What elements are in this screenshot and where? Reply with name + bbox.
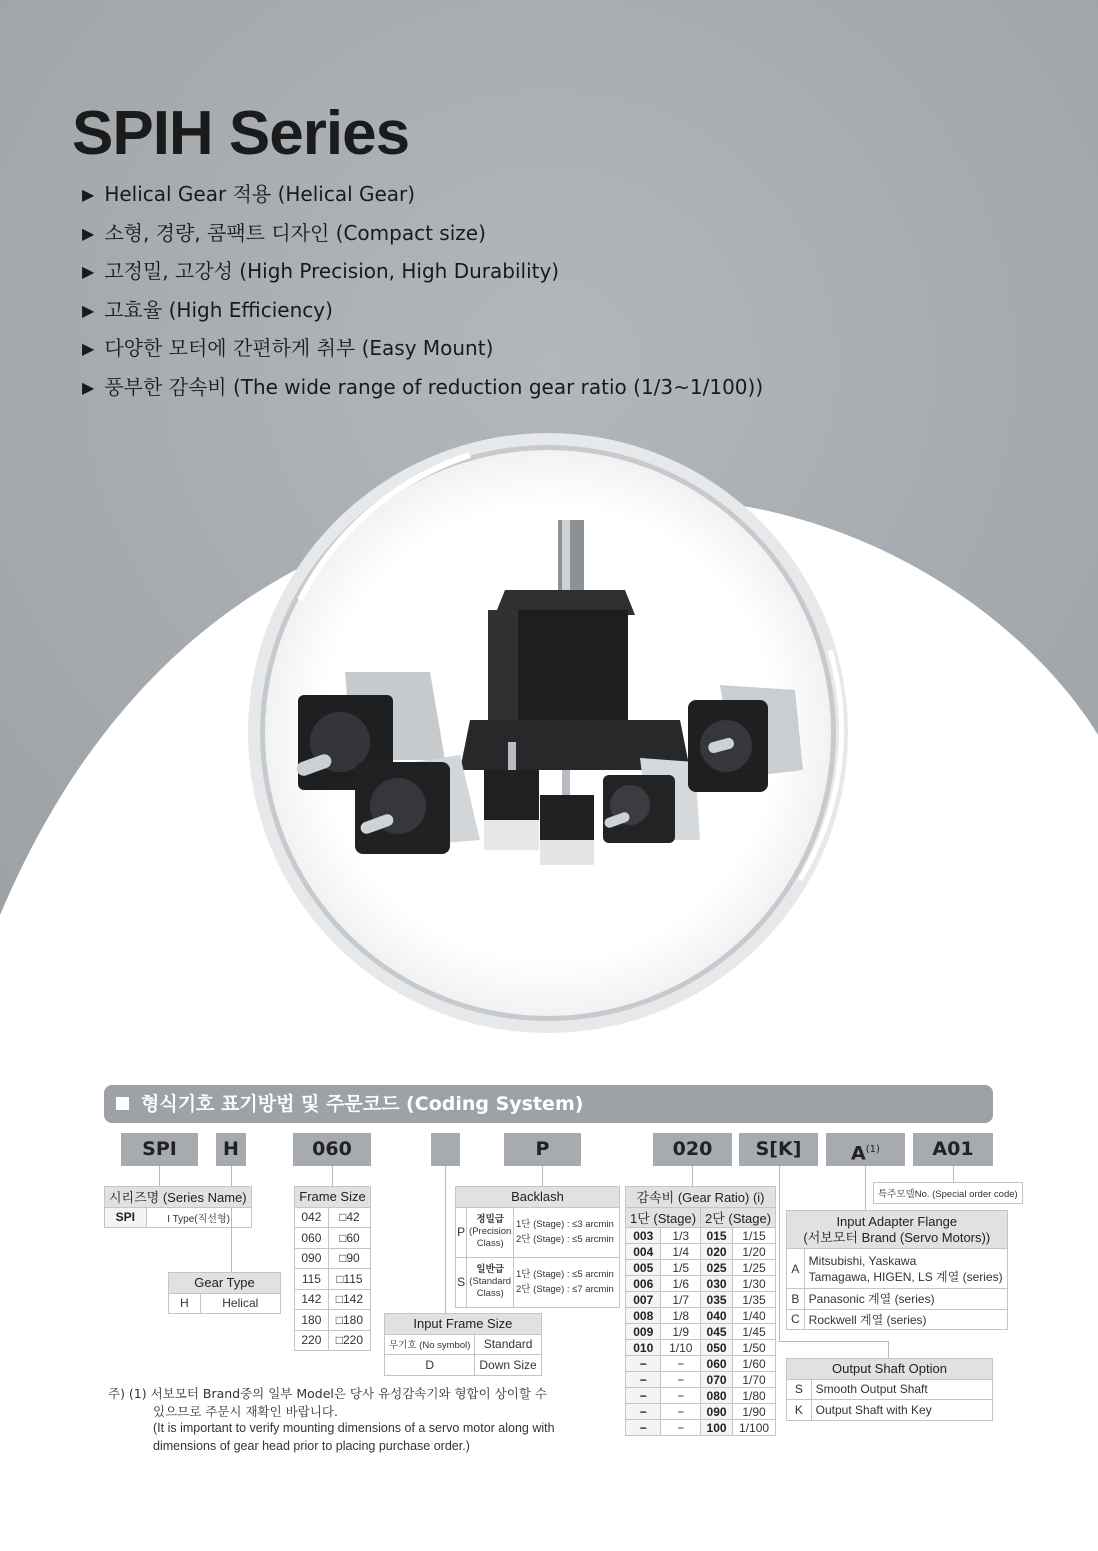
- connector-line: [332, 1166, 333, 1186]
- gear-ratio-row: [626, 1340, 776, 1356]
- ratio-code: 005: [626, 1260, 661, 1276]
- ratio-code: −: [626, 1420, 661, 1436]
- gear-ratio-row: [626, 1244, 776, 1260]
- ratio-code: 015: [701, 1228, 733, 1244]
- coding-system-header: 형식기호 표기방법 및 주문코드 (Coding System): [104, 1085, 993, 1123]
- ratio-code: 090: [701, 1404, 733, 1420]
- ratio-value: 1/7: [661, 1292, 701, 1308]
- ratio-value: 1/3: [661, 1228, 701, 1244]
- ratio-code: −: [626, 1356, 661, 1372]
- ratio-value: 1/6: [661, 1276, 701, 1292]
- ratio-code: 009: [626, 1324, 661, 1340]
- ratio-value: 1/30: [733, 1276, 776, 1292]
- code-gear-ratio: 020: [653, 1133, 732, 1166]
- gear-ratio-row: [626, 1404, 776, 1420]
- ratio-code: 007: [626, 1292, 661, 1308]
- square-bullet-icon: [116, 1097, 129, 1110]
- ratio-code: 045: [701, 1324, 733, 1340]
- ratio-value: −: [661, 1356, 701, 1372]
- ratio-value: 1/20: [733, 1244, 776, 1260]
- ratio-code: 006: [626, 1276, 661, 1292]
- ratio-code: 020: [701, 1244, 733, 1260]
- code-output-shaft: S[K]: [739, 1133, 818, 1166]
- gear-ratio-row: [626, 1324, 776, 1340]
- connector-line: [445, 1166, 446, 1313]
- connector-line: [953, 1166, 954, 1182]
- ratio-value: 1/45: [733, 1324, 776, 1340]
- frame-size-table: Frame Size 042 □42 060 □60 090 □90 115 □115 142 □142 180 □180 220 □220: [294, 1186, 371, 1351]
- ratio-value: −: [661, 1420, 701, 1436]
- series-name-table: 시리즈명 (Series Name) SPI I Type(직선형): [104, 1186, 252, 1228]
- ratio-value: 1/9: [661, 1324, 701, 1340]
- triangle-bullet-icon: ▶: [82, 262, 95, 281]
- connector-line: [865, 1166, 866, 1210]
- ratio-value: 1/35: [733, 1292, 776, 1308]
- code-frame-size: 060: [293, 1133, 371, 1166]
- ratio-code: 010: [626, 1340, 661, 1356]
- connector-line: [888, 1342, 889, 1358]
- gear-type-table: Gear Type H Helical: [168, 1272, 281, 1314]
- triangle-bullet-icon: ▶: [82, 300, 95, 320]
- footnote: 주) (1) 서보모터 Brand중의 일부 Model은 당사 유성감속기와 형합이 상이할 수 있으므로 주문시 재확인 바랍니다. (It is important to verify mounting dimensions of a servo motor along with dimensions of gear head prior to placing purchase order.): [108, 1386, 555, 1453]
- code-series: SPI: [121, 1133, 198, 1166]
- ratio-value: 1/70: [733, 1372, 776, 1388]
- ratio-code: −: [626, 1404, 661, 1420]
- ratio-value: 1/4: [661, 1244, 701, 1260]
- ratio-code: 040: [701, 1308, 733, 1324]
- ratio-code: 004: [626, 1244, 661, 1260]
- feature-item: ▶ 소형, 경량, 콤팩트 디자인 (Compact size): [82, 217, 763, 256]
- gear-ratio-row: [626, 1308, 776, 1324]
- ratio-code: 030: [701, 1276, 733, 1292]
- gear-ratio-row: [626, 1228, 776, 1244]
- output-shaft-table: Output Shaft Option S Smooth Output Shaft K Output Shaft with Key: [786, 1358, 993, 1421]
- feature-item: ▶ 고정밀, 고강성 (High Precision, High Durability): [82, 255, 763, 294]
- ratio-value: 1/15: [733, 1228, 776, 1244]
- ratio-value: 1/5: [661, 1260, 701, 1276]
- feature-list: [82, 178, 763, 409]
- code-input-frame: [431, 1133, 460, 1166]
- gear-ratio-row: [626, 1260, 776, 1276]
- ratio-code: 060: [701, 1356, 733, 1372]
- special-order-table: 특주모델No. (Special order code): [873, 1182, 1023, 1204]
- triangle-bullet-icon: ▶: [82, 223, 95, 243]
- ratio-value: 1/90: [733, 1404, 776, 1420]
- ratio-value: 1/50: [733, 1340, 776, 1356]
- ratio-value: 1/40: [733, 1308, 776, 1324]
- ratio-value: −: [661, 1404, 701, 1420]
- ratio-code: −: [626, 1372, 661, 1388]
- triangle-bullet-icon: ▶: [82, 339, 95, 358]
- page-title: SPIH Series: [72, 99, 410, 168]
- ratio-value: 1/100: [733, 1420, 776, 1436]
- ratio-code: 070: [701, 1372, 733, 1388]
- gear-ratio-table: 감속비 (Gear Ratio) (i) 1단 (Stage) 2단 (Stage) 003 1/3 015 1/15 004 1/4 020 1/20 005 1/5 025 1/25 006 1/6 030 1/30 007 1/7 035 1/35 008 1/8 040 1/40 009 1/9 045 1/45 010 1/10 050 1/50 − − 060 1/60 − − 070 1/70 − − 080 1/80 − − 090 1/90 − − 100 1/100: [625, 1186, 776, 1436]
- triangle-bullet-icon: ▶: [82, 377, 95, 397]
- input-adapter-table: Input Adapter Flange (서보모터 Brand (Servo Motors)) A Mitsubishi, Yaskawa Tamagawa, HIGEN, LS 계열 (series) B Panasonic 계열 (series) C Rockwell 계열 (series): [786, 1210, 1008, 1330]
- code-input-adapter: $A^{(1)}$: [826, 1133, 905, 1166]
- gear-ratio-row: [626, 1388, 776, 1404]
- ratio-value: −: [661, 1372, 701, 1388]
- ratio-value: 1/8: [661, 1308, 701, 1324]
- ratio-code: 008: [626, 1308, 661, 1324]
- connector-line: [542, 1166, 543, 1186]
- ratio-value: −: [661, 1388, 701, 1404]
- ratio-value: 1/10: [661, 1340, 701, 1356]
- input-frame-size-table: Input Frame Size 무기호 (No symbol) Standard D Down Size: [384, 1313, 542, 1376]
- ratio-code: 035: [701, 1292, 733, 1308]
- gear-ratio-row: [626, 1372, 776, 1388]
- feature-item: ▶ 다양한 모터에 간편하게 취부 (Easy Mount): [82, 332, 763, 371]
- ratio-value: 1/60: [733, 1356, 776, 1372]
- ratio-value: 1/80: [733, 1388, 776, 1404]
- feature-item: ▶ Helical Gear 적용 (Helical Gear): [82, 178, 763, 217]
- triangle-bullet-icon: ▶: [82, 185, 95, 204]
- connector-line: [159, 1166, 160, 1186]
- code-gear-type: H: [216, 1133, 246, 1166]
- ratio-code: −: [626, 1388, 661, 1404]
- gear-ratio-row: [626, 1356, 776, 1372]
- code-special-order: A01: [913, 1133, 993, 1166]
- ratio-code: 025: [701, 1260, 733, 1276]
- ratio-code: 050: [701, 1340, 733, 1356]
- gear-ratio-row: [626, 1276, 776, 1292]
- ratio-value: 1/25: [733, 1260, 776, 1276]
- gear-ratio-row: [626, 1292, 776, 1308]
- feature-item: ▶ 풍부한 감속비 (The wide range of reduction gear ratio (1/3~1/100)): [82, 371, 763, 410]
- feature-item: ▶ 고효율 (High Efficiency): [82, 294, 763, 333]
- ratio-code: 003: [626, 1228, 661, 1244]
- code-backlash: P: [504, 1133, 581, 1166]
- connector-line: [692, 1166, 693, 1186]
- gear-ratio-row: [626, 1420, 776, 1436]
- gear-ratio-rows: [626, 1228, 776, 1436]
- ratio-code: 080: [701, 1388, 733, 1404]
- ratio-code: 100: [701, 1420, 733, 1436]
- backlash-table: Backlash P 정밀급 (Precision Class) 1단 (Stage) : ≤3 arcmin 2단 (Stage) : ≤5 arcmin S 일반급 (Standard Class) 1단 (Stage) : ≤5 arcmin 2단 (Stage) : ≤7 arcmin: [455, 1186, 620, 1308]
